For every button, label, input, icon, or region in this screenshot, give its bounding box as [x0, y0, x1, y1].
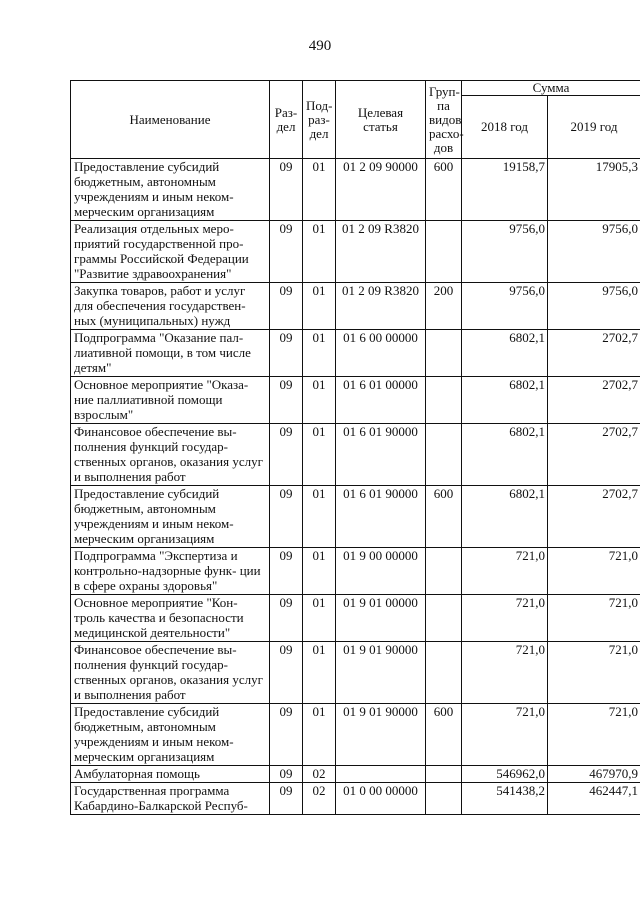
table-row [71, 424, 640, 486]
table-row [71, 704, 640, 766]
row-podrazdel: 01 [303, 330, 336, 377]
row-2019: 9756,0 [548, 283, 640, 330]
header-name: Наименование [71, 81, 270, 159]
row-razdel: 09 [270, 595, 303, 642]
table-row [71, 548, 640, 595]
table-row [71, 159, 640, 221]
row-2018: 6802,1 [462, 377, 548, 424]
row-vid [426, 783, 462, 815]
row-name: Амбулаторная помощь [71, 766, 270, 783]
row-vid [426, 766, 462, 783]
row-2019: 467970,9 [548, 766, 640, 783]
row-razdel: 09 [270, 766, 303, 783]
row-2019: 9756,0 [548, 221, 640, 283]
row-vid: 600 [426, 159, 462, 221]
row-vid [426, 330, 462, 377]
row-article: 01 0 00 00000 [336, 783, 426, 815]
row-2018: 6802,1 [462, 330, 548, 377]
row-2019: 2702,7 [548, 424, 640, 486]
table-row [71, 221, 640, 283]
row-article: 01 9 00 00000 [336, 548, 426, 595]
row-podrazdel: 01 [303, 221, 336, 283]
header-article: Целевая статья [336, 81, 426, 159]
table-row [71, 377, 640, 424]
row-podrazdel: 01 [303, 548, 336, 595]
row-name: Финансовое обеспечение вы- полнения функций государ- ственных органов, оказания услуг и выполнения работ [71, 424, 270, 486]
row-razdel: 09 [270, 424, 303, 486]
table-row [71, 283, 640, 330]
row-name: Финансовое обеспечение вы- полнения функций государ- ственных органов, оказания услуг и выполнения работ [71, 642, 270, 704]
row-article: 01 6 01 90000 [336, 424, 426, 486]
table-row [71, 486, 640, 548]
row-razdel: 09 [270, 642, 303, 704]
header-summa: Сумма [462, 81, 640, 96]
row-razdel: 09 [270, 704, 303, 766]
row-article: 01 9 01 90000 [336, 642, 426, 704]
row-podrazdel: 01 [303, 283, 336, 330]
header-2019: 2019 год [548, 96, 640, 159]
row-2018: 9756,0 [462, 221, 548, 283]
row-razdel: 09 [270, 283, 303, 330]
page-number: 490 [308, 38, 332, 54]
row-2018: 721,0 [462, 548, 548, 595]
row-podrazdel: 01 [303, 377, 336, 424]
row-2019: 17905,3 [548, 159, 640, 221]
row-vid: 600 [426, 704, 462, 766]
row-podrazdel: 02 [303, 766, 336, 783]
budget-table [70, 80, 640, 815]
row-razdel: 09 [270, 221, 303, 283]
row-name: Предоставление субсидий бюджетным, автономным учреждениям и иным неком- мерческим организациям [71, 159, 270, 221]
row-article: 01 6 00 00000 [336, 330, 426, 377]
row-name: Реализация отдельных меро- приятий государственной про- граммы Российской Федерации "Развитие здравоохранения" [71, 221, 270, 283]
header-2018: 2018 год [462, 96, 548, 159]
row-2019: 721,0 [548, 548, 640, 595]
row-name: Государственная программа Кабардино-Балкарской Респуб- [71, 783, 270, 815]
row-name: Предоставление субсидий бюджетным, автономным учреждениям и иным неком- мерческим организациям [71, 704, 270, 766]
table-row [71, 330, 640, 377]
row-name: Основное мероприятие "Оказа- ние паллиативной помощи взрослым" [71, 377, 270, 424]
row-article: 01 6 01 90000 [336, 486, 426, 548]
table-body [71, 159, 640, 815]
row-podrazdel: 01 [303, 642, 336, 704]
row-razdel: 09 [270, 330, 303, 377]
row-name: Предоставление субсидий бюджетным, автономным учреждениям и иным неком- мерческим организациям [71, 486, 270, 548]
row-2018: 721,0 [462, 595, 548, 642]
row-name: Основное мероприятие "Кон- троль качества и безопасности медицинской деятельности" [71, 595, 270, 642]
row-razdel: 09 [270, 783, 303, 815]
row-article: 01 9 01 90000 [336, 704, 426, 766]
row-podrazdel: 01 [303, 704, 336, 766]
row-name: Закупка товаров, работ и услуг для обеспечения государствен- ных (муниципальных) нужд [71, 283, 270, 330]
row-razdel: 09 [270, 548, 303, 595]
row-vid [426, 548, 462, 595]
table-row [71, 783, 640, 815]
row-article: 01 2 09 R3820 [336, 283, 426, 330]
row-podrazdel: 02 [303, 783, 336, 815]
row-2018: 721,0 [462, 642, 548, 704]
row-article: 01 6 01 00000 [336, 377, 426, 424]
row-article: 01 2 09 R3820 [336, 221, 426, 283]
row-podrazdel: 01 [303, 424, 336, 486]
row-article: 01 2 09 90000 [336, 159, 426, 221]
row-article [336, 766, 426, 783]
row-2018: 721,0 [462, 704, 548, 766]
header-razdel: Раз- дел [270, 81, 303, 159]
table-row [71, 595, 640, 642]
row-2018: 6802,1 [462, 424, 548, 486]
row-podrazdel: 01 [303, 595, 336, 642]
row-2019: 2702,7 [548, 377, 640, 424]
row-vid: 200 [426, 283, 462, 330]
row-name: Подпрограмма "Экспертиза и контрольно-надзорные функ- ции в сфере охраны здоровья" [71, 548, 270, 595]
row-2018: 541438,2 [462, 783, 548, 815]
row-vid [426, 642, 462, 704]
row-2018: 546962,0 [462, 766, 548, 783]
row-2019: 2702,7 [548, 330, 640, 377]
row-podrazdel: 01 [303, 486, 336, 548]
row-vid [426, 424, 462, 486]
row-vid [426, 377, 462, 424]
row-name: Подпрограмма "Оказание пал- лиативной помощи, в том числе детям" [71, 330, 270, 377]
row-2019: 721,0 [548, 704, 640, 766]
header-podrazdel: Под- раз- дел [303, 81, 336, 159]
header-vid: Груп- па видов расхо- дов [426, 81, 462, 159]
row-article: 01 9 01 00000 [336, 595, 426, 642]
table-row [71, 642, 640, 704]
row-vid [426, 595, 462, 642]
row-2018: 19158,7 [462, 159, 548, 221]
row-razdel: 09 [270, 159, 303, 221]
row-2018: 6802,1 [462, 486, 548, 548]
row-vid: 600 [426, 486, 462, 548]
row-podrazdel: 01 [303, 159, 336, 221]
row-razdel: 09 [270, 486, 303, 548]
row-razdel: 09 [270, 377, 303, 424]
row-2019: 721,0 [548, 595, 640, 642]
row-2019: 2702,7 [548, 486, 640, 548]
row-2018: 9756,0 [462, 283, 548, 330]
row-vid [426, 221, 462, 283]
row-2019: 462447,1 [548, 783, 640, 815]
table-row [71, 766, 640, 783]
row-2019: 721,0 [548, 642, 640, 704]
